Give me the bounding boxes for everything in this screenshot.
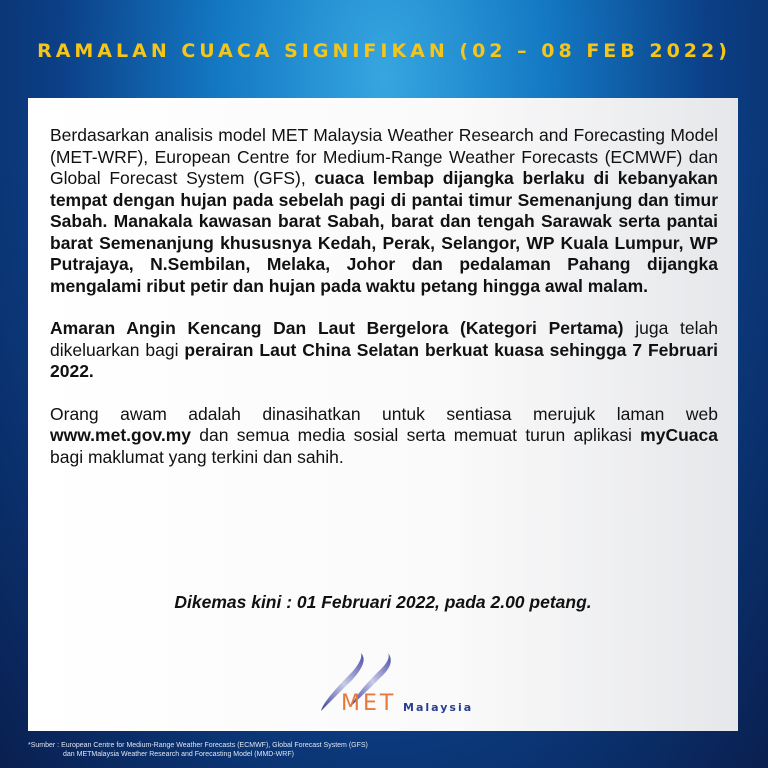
logo-malaysia-text: Malaysia [403,701,474,714]
text-bold: perairan Laut China Selatan berkuat kuasa sehingga 7 Februari 2022. [50,339,718,381]
app-name: myCuaca [640,425,718,445]
content-panel [28,98,738,731]
source-line: *Sumber : European Centre for Medium-Range Weather Forecasts (ECMWF), Global Forecast System (GFS) [28,742,368,749]
paragraph-warning [50,318,718,383]
text-bold: cuaca lembap dijangka berlaku di kebanyakan tempat dengan hujan pada sebelah pagi di pantai timur Semenanjung dan timur Sabah. Manakala kawasan barat Sabah, barat dan tengah Sarawak serta pantai barat Semenanjung khususnya Kedah, Perak, Selangor, WP Kuala Lumpur, WP Putrajaya, N.Sembilan, Melaka, Johor dan pedalaman Pahang dijangka mengalami ribut petir dan hujan pada waktu petang hingga awal malam. [50,168,718,296]
text: bagi maklumat yang terkini dan sahih. [50,446,344,467]
paragraph-advice [50,404,718,469]
met-malaysia-logo [313,651,474,721]
source-line: dan METMalaysia Weather Research and Forecasting Model (MMD-WRF) [63,751,294,758]
source-note [28,741,368,759]
updated-timestamp: Dikemas kini : 01 Februari 2022, pada 2.00 petang. [174,592,592,612]
text: juga telah dikeluarkan bagi [50,318,718,360]
page-title: RAMALAN CUACA SIGNIFIKAN (02 – 08 FEB 2022) [37,40,731,62]
forecast-text [50,125,718,489]
logo-met-text: MET [341,691,397,716]
text: Berdasarkan analisis model MET Malaysia Weather Research and Forecasting Model (MET-WRF), European Centre for Medium-Range Weather Forecasts (ECMWF) dan Global Forecast System (GFS), [50,125,718,188]
text: dan semua media sosial serta memuat turun aplikasi [191,425,641,445]
text-bold: Amaran Angin Kencang Dan Laut Bergelora (Kategori Pertama) [50,318,624,338]
paragraph-forecast [50,125,718,297]
website-link[interactable]: www.met.gov.my [50,425,191,445]
text: Orang awam adalah dinasihatkan untuk sentiasa merujuk laman web [50,403,718,424]
